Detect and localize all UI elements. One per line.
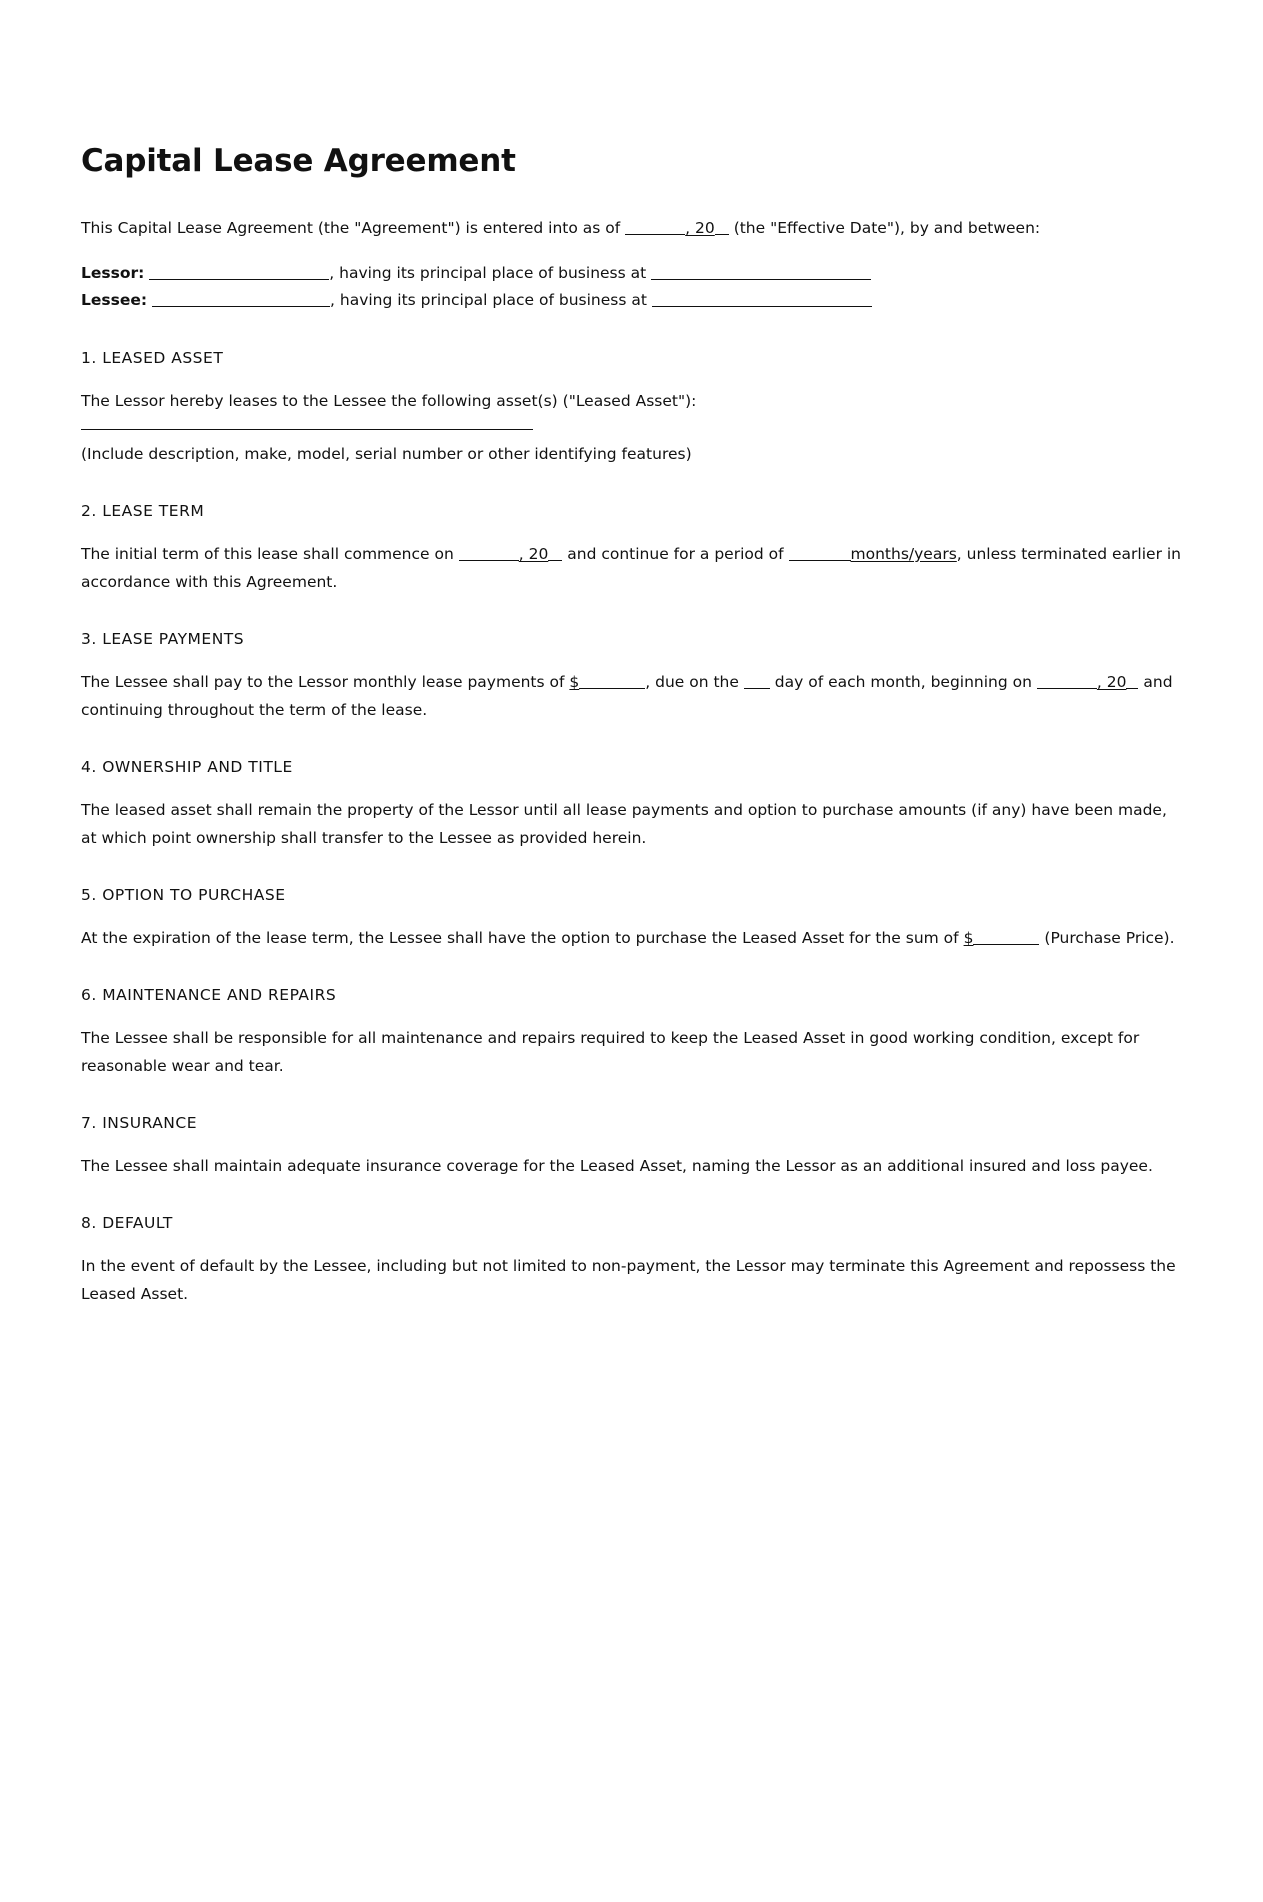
asset-description-blank: [81, 415, 533, 430]
payments-text-a: The Lessee shall pay to the Lessor monthly lease payments of: [81, 673, 565, 691]
payments-text-c: day of each month, beginning on: [774, 673, 1032, 691]
lease-term-text-c: , unless terminated earlier in accordance with this Agreement.: [81, 545, 1182, 591]
lessor-label: Lessor:: [81, 264, 145, 282]
payment-start-year-blank: [1126, 673, 1138, 689]
purchase-text-b: (Purchase Price).: [1044, 929, 1175, 947]
section-text: [81, 924, 1183, 952]
section-text: The leased asset shall remain the property of the Lessor until all lease payments and option to purchase amounts (if any) have been made, at which point ownership shall transfer to the Lessee as provided herein.: [81, 801, 1167, 847]
effective-date-year-blank: [715, 219, 729, 235]
parties-block: [81, 260, 1183, 314]
purchase-text-a: At the expiration of the lease term, the Lessee shall have the option to purchase the Leased Asset for the sum of: [81, 929, 959, 947]
intro-paragraph: [81, 214, 1183, 242]
payment-day-blank: [744, 673, 770, 689]
payment-amount-blank: [579, 673, 645, 689]
section-heading: 4. OWNERSHIP AND TITLE: [81, 758, 293, 776]
section-text: [81, 668, 1183, 724]
section-insurance: [81, 1111, 1183, 1180]
section-text: In the event of default by the Lessee, including but not limited to non-payment, the Lessor may terminate this Agreement and repossess the Leased Asset.: [81, 1257, 1176, 1303]
period-unit: months/years: [850, 545, 957, 563]
intro-text-after: (the "Effective Date"), by and between:: [733, 219, 1041, 237]
effective-date-year: , 20: [685, 219, 715, 237]
section-lease-payments: [81, 627, 1183, 724]
period-blank: [789, 545, 851, 561]
payment-start-date-blank: [1037, 673, 1097, 689]
lessee-line: [81, 287, 1183, 314]
document-title: Capital Lease Agreement: [81, 143, 516, 179]
lessee-address-blank: [652, 291, 872, 307]
section-leased-asset: [81, 346, 1183, 468]
lease-term-text-a: The initial term of this lease shall commence on: [81, 545, 454, 563]
purchase-price-blank: [973, 929, 1039, 945]
payment-currency: $: [569, 673, 580, 691]
lessor-address-blank: [651, 264, 871, 280]
section-note: (Include description, make, model, serial number or other identifying features): [81, 445, 692, 463]
section-ownership: [81, 755, 1183, 852]
section-text: The Lessor hereby leases to the Lessee the following asset(s) ("Leased Asset"):: [81, 392, 697, 410]
lease-term-text-b: and continue for a period of: [567, 545, 784, 563]
effective-date-blank: [625, 219, 685, 235]
lessor-name-blank: [149, 264, 329, 280]
section-lease-term: [81, 499, 1183, 596]
commence-year-blank: [548, 545, 562, 561]
section-heading: 8. DEFAULT: [81, 1214, 173, 1232]
section-option-to-purchase: [81, 883, 1183, 952]
section-heading: 3. LEASE PAYMENTS: [81, 630, 245, 648]
section-heading: 7. INSURANCE: [81, 1114, 198, 1132]
payments-text-b: , due on the: [645, 673, 739, 691]
lessee-address-text: , having its principal place of business at: [330, 291, 647, 309]
lessee-label: Lessee:: [81, 291, 148, 309]
section-heading: 6. MAINTENANCE AND REPAIRS: [81, 986, 337, 1004]
intro-text-before: This Capital Lease Agreement (the "Agreement") is entered into as of: [81, 219, 621, 237]
section-text: The Lessee shall be responsible for all maintenance and repairs required to keep the Leased Asset in good working condition, except for reasonable wear and tear.: [81, 1029, 1140, 1075]
purchase-currency: $: [963, 929, 974, 947]
payments-text-d: and continuing throughout the term of the lease.: [81, 673, 1173, 719]
commence-date-blank: [459, 545, 519, 561]
payment-start-year: , 20: [1096, 673, 1127, 691]
section-heading: 1. LEASED ASSET: [81, 349, 224, 367]
lessee-name-blank: [152, 291, 330, 307]
section-text: The Lessee shall maintain adequate insurance coverage for the Leased Asset, naming the Lessor as an additional insured and loss payee.: [81, 1157, 1153, 1175]
section-maintenance: [81, 983, 1183, 1080]
commence-year: , 20: [518, 545, 549, 563]
lessor-address-text: , having its principal place of business at: [329, 264, 647, 282]
section-default: [81, 1211, 1183, 1308]
section-text: [81, 540, 1183, 596]
lessor-line: [81, 260, 1183, 287]
section-heading: 5. OPTION TO PURCHASE: [81, 886, 286, 904]
section-heading: 2. LEASE TERM: [81, 502, 205, 520]
